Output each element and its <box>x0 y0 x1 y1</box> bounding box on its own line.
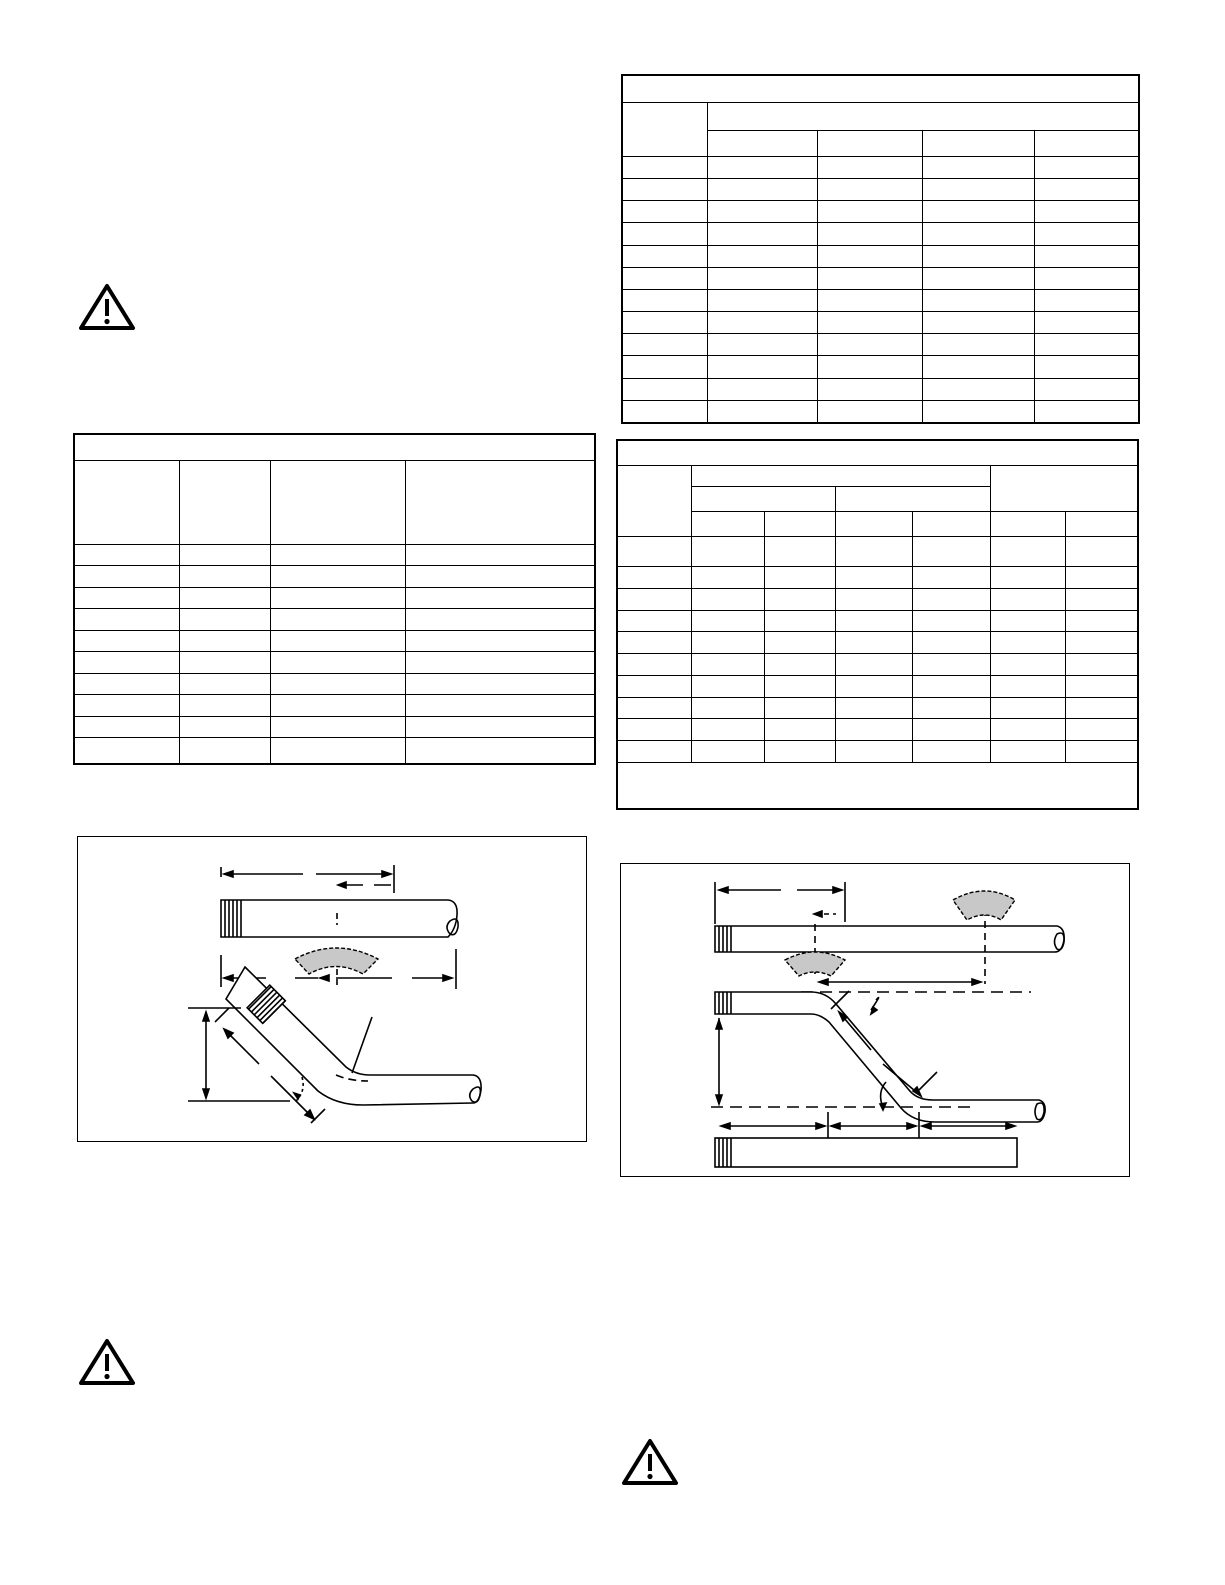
offset-bend-diagram <box>621 864 1129 1176</box>
table-row <box>618 654 1138 676</box>
table-row <box>75 652 595 673</box>
table-row <box>618 567 1138 589</box>
offset-chart-table <box>616 439 1139 810</box>
table-row <box>75 673 595 694</box>
table-row <box>618 719 1138 741</box>
table-row <box>623 312 1139 334</box>
table-header-row <box>623 103 1139 131</box>
table-row <box>618 697 1138 719</box>
table-row <box>75 716 595 738</box>
table-title-row <box>618 441 1138 466</box>
table-row <box>623 334 1139 356</box>
table-row <box>623 179 1139 201</box>
table-row <box>623 223 1139 245</box>
table-row <box>623 157 1139 179</box>
table-row <box>618 610 1138 632</box>
table-row <box>623 267 1139 289</box>
bend-chart-table <box>621 74 1140 424</box>
warning-icon <box>78 1338 136 1386</box>
table-row <box>75 695 595 716</box>
table-row <box>75 587 595 608</box>
table-row <box>618 537 1138 567</box>
table-subheader-row <box>618 512 1138 537</box>
table-row <box>75 545 595 566</box>
offset-bend-figure <box>620 863 1130 1177</box>
table-row <box>618 675 1138 697</box>
table-header-row <box>618 466 1138 487</box>
table-row <box>623 245 1139 267</box>
table-row <box>618 741 1138 763</box>
table-title-row <box>75 435 595 461</box>
table-row <box>623 356 1139 378</box>
table-footnote-row <box>618 763 1138 809</box>
table-row <box>75 738 595 764</box>
table-row <box>623 400 1139 422</box>
table-row <box>618 632 1138 654</box>
table-header-row <box>75 461 595 545</box>
single-bend-figure <box>77 836 587 1142</box>
table-row <box>75 566 595 587</box>
table-row <box>623 289 1139 311</box>
warning-icon <box>621 1438 679 1486</box>
table-row <box>75 630 595 651</box>
warning-icon <box>78 283 136 331</box>
table-row <box>623 378 1139 400</box>
single-bend-diagram <box>78 837 586 1141</box>
table-row <box>75 609 595 630</box>
table-row <box>623 201 1139 223</box>
pipe-spec-table <box>73 433 596 765</box>
table-row <box>618 588 1138 610</box>
table-title-row <box>623 76 1139 103</box>
